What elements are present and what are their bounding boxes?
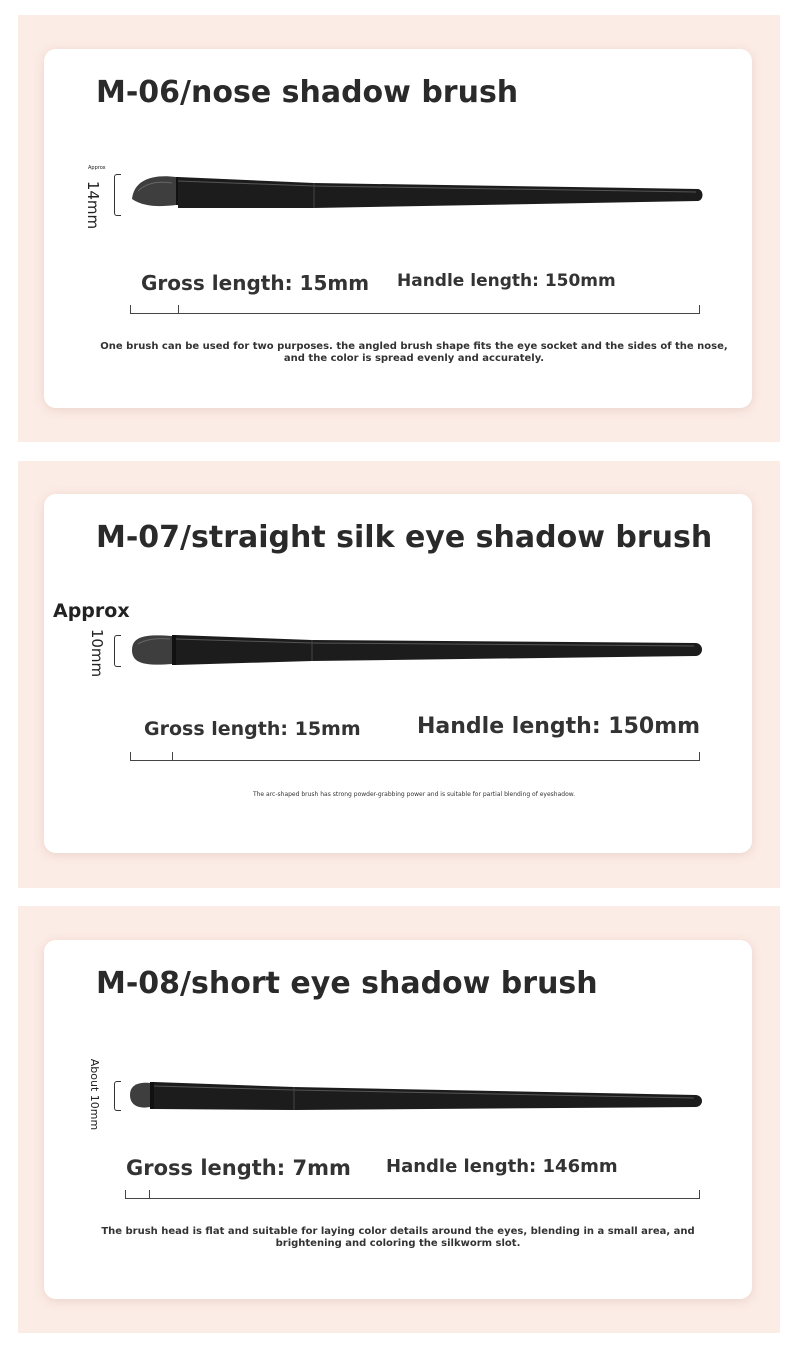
handle-length-label: Handle length: 150mm: [417, 714, 701, 739]
length-scale-bar: [130, 752, 700, 761]
head-width-bracket: [114, 174, 121, 216]
gross-length-label: Gross length: 15mm: [144, 718, 361, 740]
length-scale-bar: [130, 305, 700, 314]
brush-image-m07: [124, 628, 724, 672]
product-title: M-07/straight silk eye shadow brush: [96, 520, 713, 555]
product-card-m07: [44, 494, 752, 853]
product-title: M-08/short eye shadow brush: [96, 966, 598, 1001]
approx-tiny-label: Approx: [88, 165, 106, 171]
product-description: One brush can be used for two purposes. the angled brush shape fits the eye socket and the sides of the nose, and the color is spread evenly and accurately.: [100, 341, 728, 364]
approx-label: Approx: [53, 600, 130, 622]
handle-length-label: Handle length: 146mm: [386, 1156, 618, 1177]
head-width-label: 10mm: [88, 628, 107, 678]
head-width-label: About 10mm: [88, 1058, 102, 1131]
product-card-m06: [44, 49, 752, 408]
brush-image-m06: [124, 169, 724, 219]
brush-image-m08: [124, 1076, 724, 1116]
head-width-bracket: [114, 635, 121, 667]
product-title: M-06/nose shadow brush: [96, 75, 519, 110]
head-width-bracket: [114, 1081, 121, 1111]
gross-length-label: Gross length: 15mm: [141, 271, 370, 295]
head-width-label: 14mm: [84, 180, 103, 230]
product-description: The brush head is flat and suitable for laying color details around the eyes, blending in a small area, and brightening and coloring the silkworm slot.: [101, 1226, 695, 1249]
handle-length-label: Handle length: 150mm: [397, 271, 616, 291]
gross-length-label: Gross length: 7mm: [126, 1156, 351, 1180]
product-description: The arc-shaped brush has strong powder-grabbing power and is suitable for partial blending of eyeshadow.: [252, 791, 576, 798]
length-scale-bar: [125, 1190, 700, 1199]
product-card-m08: [44, 940, 752, 1299]
